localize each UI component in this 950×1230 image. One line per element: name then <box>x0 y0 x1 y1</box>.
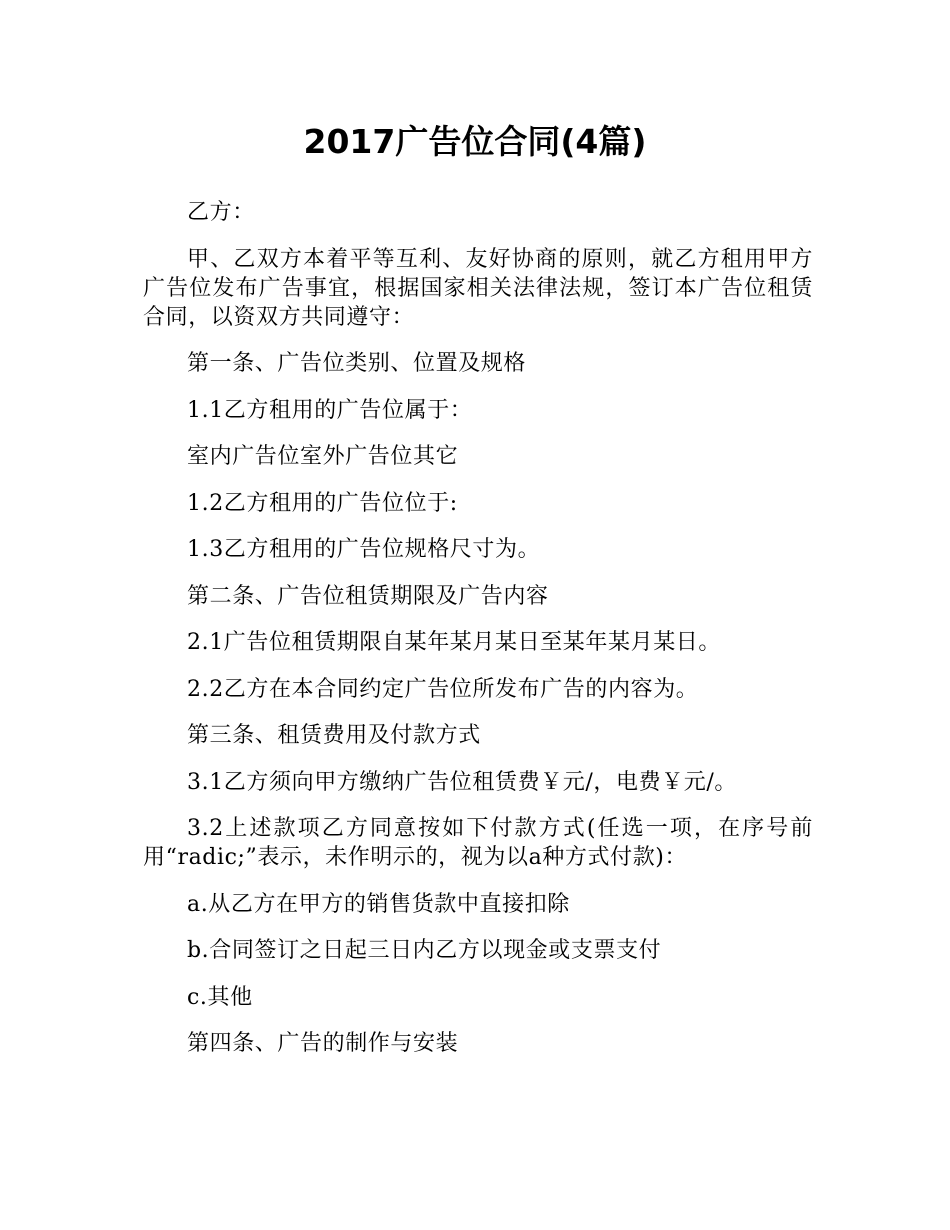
clause-1-2: 1.2乙方租用的广告位位于: <box>187 490 458 516</box>
clause-1-1: 1.1乙方租用的广告位属于： <box>187 397 473 423</box>
clause-3-2: 3.2上述款项乙方同意按如下付款方式(任选一项，在序号前用“radic;”表示，未作明示的，视为以a种方式付款)： <box>143 816 813 870</box>
clause-2-1: 2.1广告位租赁期限自某年某月某日至某年某月某日。 <box>187 630 721 655</box>
document-body <box>143 198 813 1076</box>
article-4-heading: 第四条、广告的制作与安装 <box>187 1031 459 1056</box>
paragraph-party-b: 乙方： <box>187 200 255 225</box>
article-2-heading: 第二条、广告位租赁期限及广告内容 <box>187 583 549 609</box>
clause-2-2: 2.2乙方在本合同约定广告位所发布广告的内容为。 <box>187 676 699 702</box>
article-3-heading: 第三条、租赁费用及付款方式 <box>187 723 481 748</box>
clause-1-3: 1.3乙方租用的广告位规格尺寸为。 <box>187 537 541 562</box>
paragraph-preamble: 甲、乙双方本着平等互利、友好协商的原则，就乙方租用甲方广告位发布广告事宜，根据国家相关法律法规，签订本广告位租赁合同，以资双方共同遵守： <box>143 246 813 330</box>
payment-option-b: b.合同签订之日起三日内乙方以现金或支票支付 <box>187 938 662 963</box>
clause-1-1-options: 室内广告位室外广告位其它 <box>187 444 459 469</box>
payment-option-c: c.其他 <box>187 984 253 1010</box>
document-title: 2017广告位合同(4篇) <box>303 122 647 161</box>
article-1-heading: 第一条、广告位类别、位置及规格 <box>187 351 527 376</box>
payment-option-a: a.从乙方在甲方的销售货款中直接扣除 <box>187 891 570 917</box>
clause-3-1: 3.1乙方须向甲方缴纳广告位租赁费￥元/，电费￥元/。 <box>187 769 738 795</box>
